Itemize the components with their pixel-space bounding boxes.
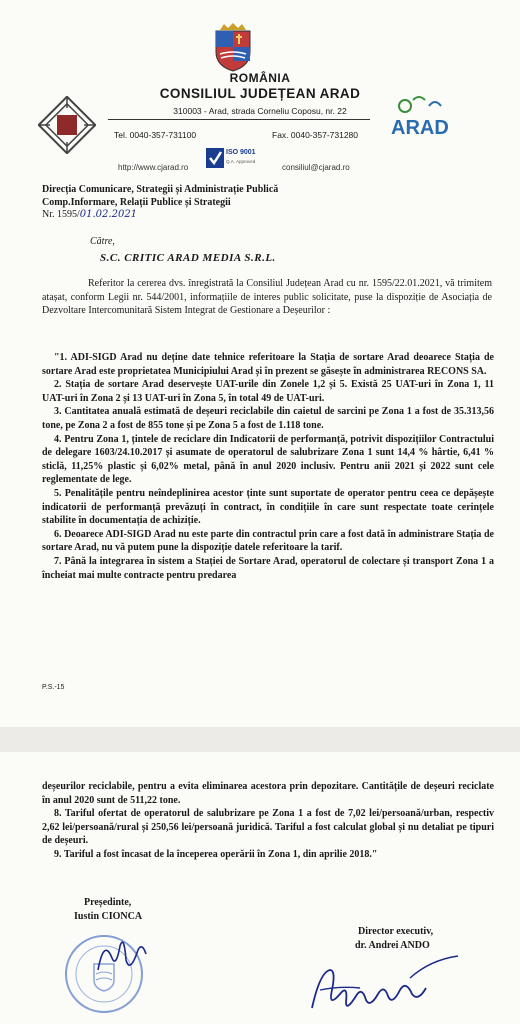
- registration-number: [42, 209, 137, 220]
- county-logo-icon: [38, 96, 96, 154]
- director-name: dr. Andrei ANDO: [355, 940, 430, 951]
- answers-block-page-1: [42, 351, 494, 582]
- iso-sub-label: Q.A. Approved: [226, 159, 256, 164]
- answer-item: 2. Stația de sortare Arad deservește UAT-urile din Zonele 1,2 și 5. Există 25 UAT-uri în Zona 1, 11 UAT-uri în Zona 2 și 13 UAT-uri în Zona 5, în total 49 de UAT-uri.: [42, 379, 494, 404]
- intro-paragraph: Referitor la cererea dvs. înregistrată la Consiliul Județean Arad cu nr. 1595/22.01.2021, vă trimitem atașat, conform Legii nr. 544/2001, informațiile de interes public solicitate, puse la dispoziție de Asociația de Dezvoltare Intercomunitară Sistem Integrat de Gestionare a Deșeurilor :: [42, 278, 492, 316]
- country-heading: ROMÂNIA: [229, 71, 291, 85]
- page-code: P.S.-15: [42, 684, 65, 691]
- director-signature-icon: [300, 950, 460, 1020]
- answer-item: 4. Pentru Zona 1, țintele de reciclare din Indicatorii de performanță, potrivit dispozițiilor Contractului de delegare 1603/24.10.2017 și asumate de operatorul de salubrizare Zona 1 sunt 14,4 % hârtie, 6,41 % sticlă, 11,25% plastic și 6,02% metal, până în anul 2020 inclusiv. Pentru anii 2021 și 2022 sunt cele reglementate de lege.: [42, 433, 494, 486]
- continuation-text: deșeurilor reciclabile, pentru a evita eliminarea acestora prin depozitare. Cantitățile de deșeuri reciclate în anul 2020 sunt de 511,22 tone.: [42, 781, 494, 806]
- answer-item: 8. Tariful ofertat de operatorul de salubrizare pe Zona 1 a fost de 7,02 lei/persoană/urban, respectiv 2,62 lei/persoană/rural și 250,56 lei/persoană juridică. Tariful a fost calculat global și nu detaliat pe tipuri de deșeuri.: [42, 808, 494, 847]
- answer-item: 3. Cantitatea anuală estimată de deșeuri reciclabile din caietul de sarcini pe Zona 1 a fost de 35.313,56 tone, pe Zona 2 a fost de 855 tone și pe Zona 5 a fost de 1.118 tone.: [42, 406, 494, 431]
- answer-item: "1. ADI-SIGD Arad nu deține date tehnice referitoare la Stația de sortare Arad deoarece Stația de sortare Arad este proprietatea Municipiului Arad și în prezent se găsește în administrarea RECONS SA.: [42, 352, 494, 377]
- answer-item: 9. Tariful a fost încasat de la începerea operării în Zona 1, din aprilie 2018.": [54, 848, 378, 860]
- registration-number-prefix: Nr. 1595/: [42, 209, 80, 220]
- telephone-number: Tel. 0040-357-731100: [114, 130, 197, 140]
- institution-heading: CONSILIUL JUDEȚEAN ARAD: [159, 86, 361, 101]
- iso-label: ISO 9001: [226, 149, 256, 156]
- fax-number: Fax. 0040-357-731280: [272, 130, 359, 140]
- department-line-2: Comp.Informare, Relații Publice și Strategii: [42, 197, 231, 208]
- salutation: Către,: [90, 236, 115, 247]
- president-name: Iustin CIONCA: [74, 911, 143, 922]
- answer-item: 6. Deoarece ADI-SIGD Arad nu este parte din contractul prin care a fost dată în administrare Stația de sortare Arad, nu vă putem pune la dispoziție datele referitoare la tarif.: [42, 528, 494, 554]
- recipient-name: S.C. CRITIC ARAD MEDIA S.R.L.: [100, 252, 276, 264]
- answer-item: 5. Penalitățile pentru neîndeplinirea acestor ținte sunt suportate de operator pentru ceea ce depășește indicatorii de performanță prevăzuți în contract, în condițiile în care sunt respectate toate cerințele stabilite în documentația de achiziție.: [42, 487, 494, 527]
- institution-address: 310003 - Arad, strada Corneliu Coposu, nr. 22: [173, 106, 347, 116]
- answers-block-page-2: [42, 780, 494, 862]
- department-line-1: Direcția Comunicare, Strategii și Administrație Publică: [42, 184, 279, 195]
- director-title: Director executiv,: [358, 926, 434, 937]
- svg-text:ARAD: ARAD: [391, 117, 449, 139]
- coat-of-arms-icon: [210, 22, 256, 72]
- answer-item: 7. Până la integrarea în sistem a Stației de Sortare Arad, operatorul de colectare și transport Zona 1 a încheiat mai multe contracte pentru predarea: [42, 555, 494, 581]
- arad-brand-logo-icon: [385, 92, 453, 146]
- president-title: Președinte,: [84, 897, 132, 908]
- email-link[interactable]: consiliul@cjarad.ro: [282, 163, 350, 172]
- website-link[interactable]: http://www.cjarad.ro: [118, 163, 189, 172]
- header-divider: [108, 119, 370, 120]
- department-block: [42, 183, 278, 209]
- registration-number-handwritten: 01.02.2021: [79, 209, 138, 220]
- president-signature-icon: [90, 930, 150, 980]
